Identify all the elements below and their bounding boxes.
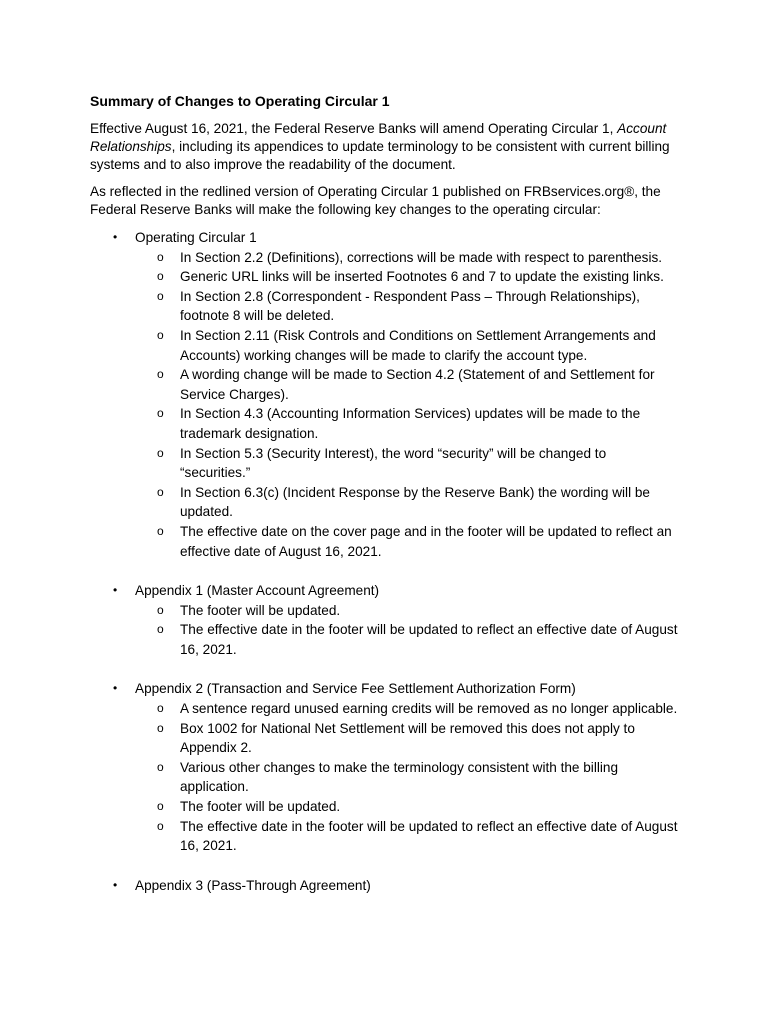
- bullet-icon: •: [113, 877, 118, 892]
- list-item: [135, 287, 680, 326]
- sub-bullet-icon: o: [157, 249, 164, 264]
- sub-bullet-icon: o: [157, 327, 164, 342]
- sub-bullet-icon: o: [157, 602, 164, 617]
- sub-list: [135, 601, 680, 660]
- sub-list: [135, 699, 680, 856]
- spacer: [135, 659, 680, 679]
- list-item-text: The effective date on the cover page and in the footer will be updated to reflect an effective date of August 16, 2021.: [180, 523, 672, 559]
- sub-bullet-icon: o: [157, 406, 164, 421]
- list-item-text: In Section 2.2 (Definitions), corrections will be made with respect to parenthesis.: [180, 249, 663, 265]
- sub-bullet-icon: o: [157, 759, 164, 774]
- section-label: Appendix 1 (Master Account Agreement): [135, 583, 380, 599]
- list-item-text: In Section 2.8 (Correspondent - Respondent Pass – Through Relationships), footnote 8 will be deleted.: [180, 288, 640, 324]
- section-label: Appendix 2 (Transaction and Service Fee Settlement Authorization Form): [135, 681, 576, 697]
- intro-text-start: Effective August 16, 2021, the Federal Reserve Banks will amend Operating Circular 1,: [90, 121, 618, 136]
- sub-bullet-icon: o: [157, 445, 164, 460]
- sub-bullet-icon: o: [157, 720, 164, 735]
- list-item: [135, 719, 680, 758]
- list-item-text: The footer will be updated.: [180, 799, 341, 815]
- sub-bullet-icon: o: [157, 367, 164, 382]
- list-item-text: Generic URL links will be inserted Footnotes 6 and 7 to update the existing links.: [180, 269, 664, 285]
- list-item: [135, 483, 680, 522]
- section-label: Operating Circular 1: [135, 230, 257, 245]
- list-item-text: In Section 2.11 (Risk Controls and Conditions on Settlement Arrangements and Accounts) working changes will be made to clarify the account type.: [180, 327, 656, 363]
- list-item-text: Box 1002 for National Net Settlement will be removed this does not apply to Appendix 2.: [180, 720, 635, 756]
- document-title: Summary of Changes to Operating Circular 1: [90, 93, 390, 109]
- list-item-text: A sentence regard unused earning credits will be removed as no longer applicable.: [180, 701, 678, 717]
- sub-bullet-icon: o: [157, 622, 164, 637]
- list-item: [135, 365, 680, 404]
- section-operating-circular-1: [90, 228, 680, 581]
- sub-bullet-icon: o: [157, 818, 164, 833]
- section-appendix-1: [90, 581, 680, 679]
- list-item: [135, 326, 680, 365]
- list-item-text: In Section 6.3(c) (Incident Response by the Reserve Bank) the wording will be updated.: [180, 484, 650, 520]
- list-item-text: The footer will be updated.: [180, 602, 341, 618]
- list-item: [135, 248, 680, 268]
- list-item: [135, 601, 680, 621]
- list-item: [135, 817, 680, 856]
- list-item-text: The effective date in the footer will be updated to reflect an effective date of August 16, 2021.: [180, 622, 678, 657]
- spacer: [135, 561, 680, 581]
- list-item-text: In Section 4.3 (Accounting Information Services) updates will be made to the trademark designation.: [180, 406, 641, 441]
- sub-bullet-icon: o: [157, 269, 164, 284]
- intro-italic-title: Account Relationships: [90, 121, 667, 154]
- list-item: [135, 620, 680, 659]
- document-page: [90, 92, 680, 895]
- sub-bullet-icon: o: [157, 288, 164, 303]
- list-item: [135, 404, 680, 443]
- bullet-icon: •: [113, 230, 118, 244]
- sub-bullet-icon: o: [157, 484, 164, 499]
- list-item-text: In Section 5.3 (Security Interest), the word “security” will be changed to “securities.”: [180, 445, 607, 481]
- list-item-text: The effective date in the footer will be updated to reflect an effective date of August 16, 2021.: [180, 818, 678, 854]
- sub-bullet-icon: o: [157, 701, 164, 716]
- changes-intro-paragraph: As reflected in the redlined version of Operating Circular 1 published on FRBservices.org®, the Federal Reserve Banks will make the following key changes to the operating circular:: [90, 184, 661, 217]
- sub-bullet-icon: o: [157, 523, 164, 538]
- bullet-icon: •: [113, 583, 118, 598]
- sub-bullet-icon: o: [157, 799, 164, 814]
- spacer: [135, 856, 680, 876]
- list-item: [135, 797, 680, 817]
- list-item-text: Various other changes to make the terminology consistent with the billing application.: [180, 759, 619, 795]
- intro-text-end: , including its appendices to update terminology to be consistent with current billing systems and to also improve the readability of the document.: [90, 139, 670, 172]
- sub-list: [135, 248, 680, 562]
- section-label: Appendix 3 (Pass-Through Agreement): [135, 877, 371, 893]
- list-item: [135, 758, 680, 797]
- list-item: [135, 522, 680, 561]
- list-item: [135, 267, 680, 287]
- list-item-text: A wording change will be made to Section 4.2 (Statement of and Settlement for Service Charges).: [180, 367, 655, 402]
- bullet-icon: •: [113, 681, 118, 696]
- section-appendix-3: [90, 876, 680, 896]
- intro-paragraph: [90, 120, 680, 174]
- changes-list: [90, 228, 680, 895]
- list-item: [135, 444, 680, 483]
- list-item: [135, 699, 680, 719]
- section-appendix-2: [90, 679, 680, 875]
